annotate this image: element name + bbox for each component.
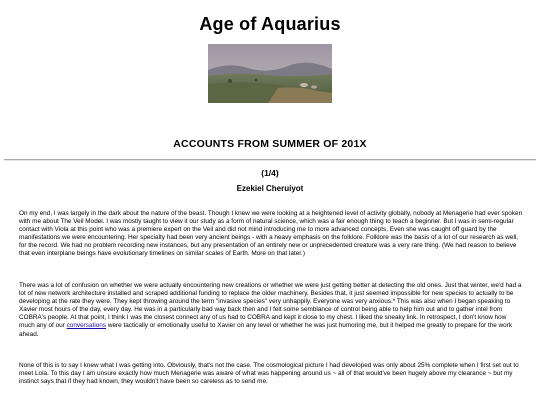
author-name: Ezekiel Cheruiyot [236,184,304,193]
divider [4,159,536,161]
part-indicator: (1/4) [261,168,279,178]
site-title: Age of Aquarius [199,14,341,34]
hero-photo [208,44,332,103]
article-heading: ACCOUNTS FROM SUMMER OF 201X [173,138,367,150]
paragraph-1: On my end, I was largely in the dark about the nature of the beast. Though I knew we were looking at a heightened level of activity globally, nobody at Menagerie had ever spoken with me about The Veil Model. I was mostly taught to view it our study as a form of natural science, which was a fair enough thing to teach a beginner. But I was in semi-regular contact with Viola at this point who was a premiere expert on the Veil and did not mind introducing me to more advanced concepts. Even she was caught off guard by the manifestations we were encountering. Her specialty had been very ancient beings - with a heavy emphasis on the folklore. Folklore was the basis of a lot of our research as well, for the record. We had no problem recording new instances, but any presentation of an entirely new or unprecedented creature was a very rare thing. (We had reason to believe that even interplane beings have evolutionary timelines on similar scales of Earth. More on that later.) [19,210,523,258]
landscape-photo [208,44,332,103]
paragraph-2-text-before: There was a lot of confusion on whether we were actually encountering new creations or whether we were just getting better at detecting the old ones. Just that winter, we'd had a lot of new network architecture installed and scraped additional funding to replace the older machinery. Besides that, it just seemed impossible for new species to actually to be developing at the rate they were. They kept throwing around the term "invasive species" very unhappily. Everyone was very anxious.* This was also when I began speaking to Xavier most hours of the day, every day. He was in a particularly bad way back then and I felt some semblance of control being able to help him out and to gather intel from COBRA's people. At that point, I think I was the closest connect any of us had to COBRA and kept it close to my chest. I liked the sneaky link. In retrospect, I don't know how much any of our [19,282,522,330]
paragraph-2 [19,282,523,339]
paragraph-3: None of this is to say I knew what I was getting into. Obviously, that's not the case. The cosmological picture I had developed was only about 25% complete when I first set out to meet Lola. To this day I am unsure exactly how much Menagerie was aware of what was happening around us ~ all of that would've been hugely above my clearance ~ but my instinct says that if they had known, they wouldn't have been so careless as to send me. [19,362,519,386]
conversations-link[interactable]: conversations [66,322,107,330]
paragraph-2-text-after: were tactically or emotionally useful to Xavier on any level or whether he was just humoring me, but it helped me greatly to prepare for the work ahead. [19,322,513,338]
